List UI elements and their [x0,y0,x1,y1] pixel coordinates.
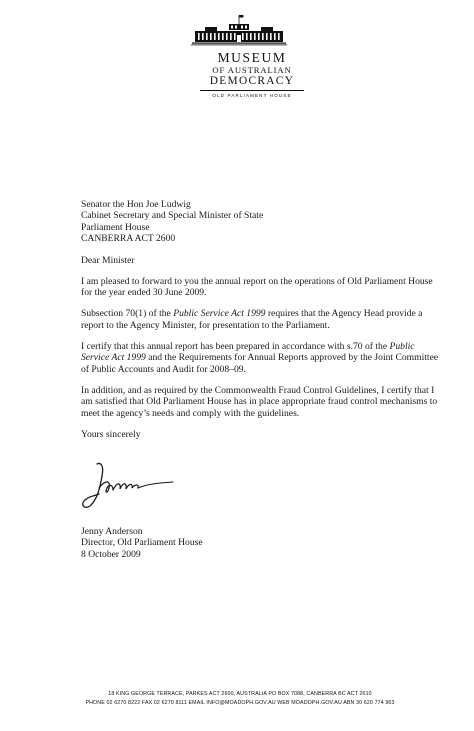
paragraph-2-text: requires that the Agency Head provide a report to the Agency Minister, for presentation to the Parliament. [81,308,423,331]
recipient-line: Cabinet Secretary and Special Minister of State [81,210,264,221]
paragraph-3-text: and the Requirements for Annual Reports approved by the Joint Committee of Public Accounts and Audit for 2008–09. [81,352,439,375]
paragraph-2-text: Subsection 70(1) of the [81,308,174,319]
museum-wordmark [196,51,308,99]
wordmark-divider [200,90,304,91]
paragraph-3 [81,341,441,376]
wordmark-line-museum: MUSEUM [217,50,287,65]
letter-body [81,189,441,450]
paragraph-3-text: I certify that this annual report has been prepared in accordance with s.70 of the [81,340,390,352]
signer-name: Jenny Anderson [81,526,143,537]
salutation: Dear Minister [81,254,135,266]
recipient-line: Senator the Hon Joe Ludwig [81,198,191,210]
recipient-line: CANBERRA ACT 2600 [81,233,176,244]
handwritten-signature [77,458,187,515]
paragraph-2 [81,308,441,331]
paragraph-1: I am pleased to forward to you the annual report on the operations of Old Parliament House for the year ended 30 June 2009. [81,275,433,298]
old-parliament-house-logo [191,14,287,46]
signer-title: Director, Old Parliament House [81,537,203,549]
footer-address: 18 KING GEORGE TERRACE, PARKES ACT 2600, AUSTRALIA PO BOX 7088, CANBERRA BC ACT 2610 [108,691,372,697]
letterhead-footer [36,690,444,708]
letter-date: 8 October 2009 [81,548,141,560]
wordmark-line-of-australian: OF AUSTRALIAN [212,65,292,75]
parliament-building-icon [191,14,287,46]
act-title: Public Service Act 1999 [173,308,266,319]
closing: Yours sincerely [81,428,141,440]
wordmark-line-democracy: DEMOCRACY [209,75,295,87]
act-title: Public Service Act 1999 [81,340,415,363]
wordmark-line-old-parliament-house: OLD PARLIAMENT HOUSE [212,93,292,98]
footer-contact: PHONE 02 6270 8222 FAX 02 6270 8111 EMAIL INFO@MOADOPH.GOV.AU WEB MOADOPH.GOV.AU ABN 30 620 774 963 [85,700,395,706]
recipient-line: Parliament House [81,221,150,233]
signature-block [81,526,203,560]
paragraph-4: In addition, and as required by the Commonwealth Fraud Control Guidelines, I certify that I am satisfied that Old Parliament House has in place appropriate fraud control mechanisms to meet the agency’s needs and comply with the guidelines. [81,384,438,419]
